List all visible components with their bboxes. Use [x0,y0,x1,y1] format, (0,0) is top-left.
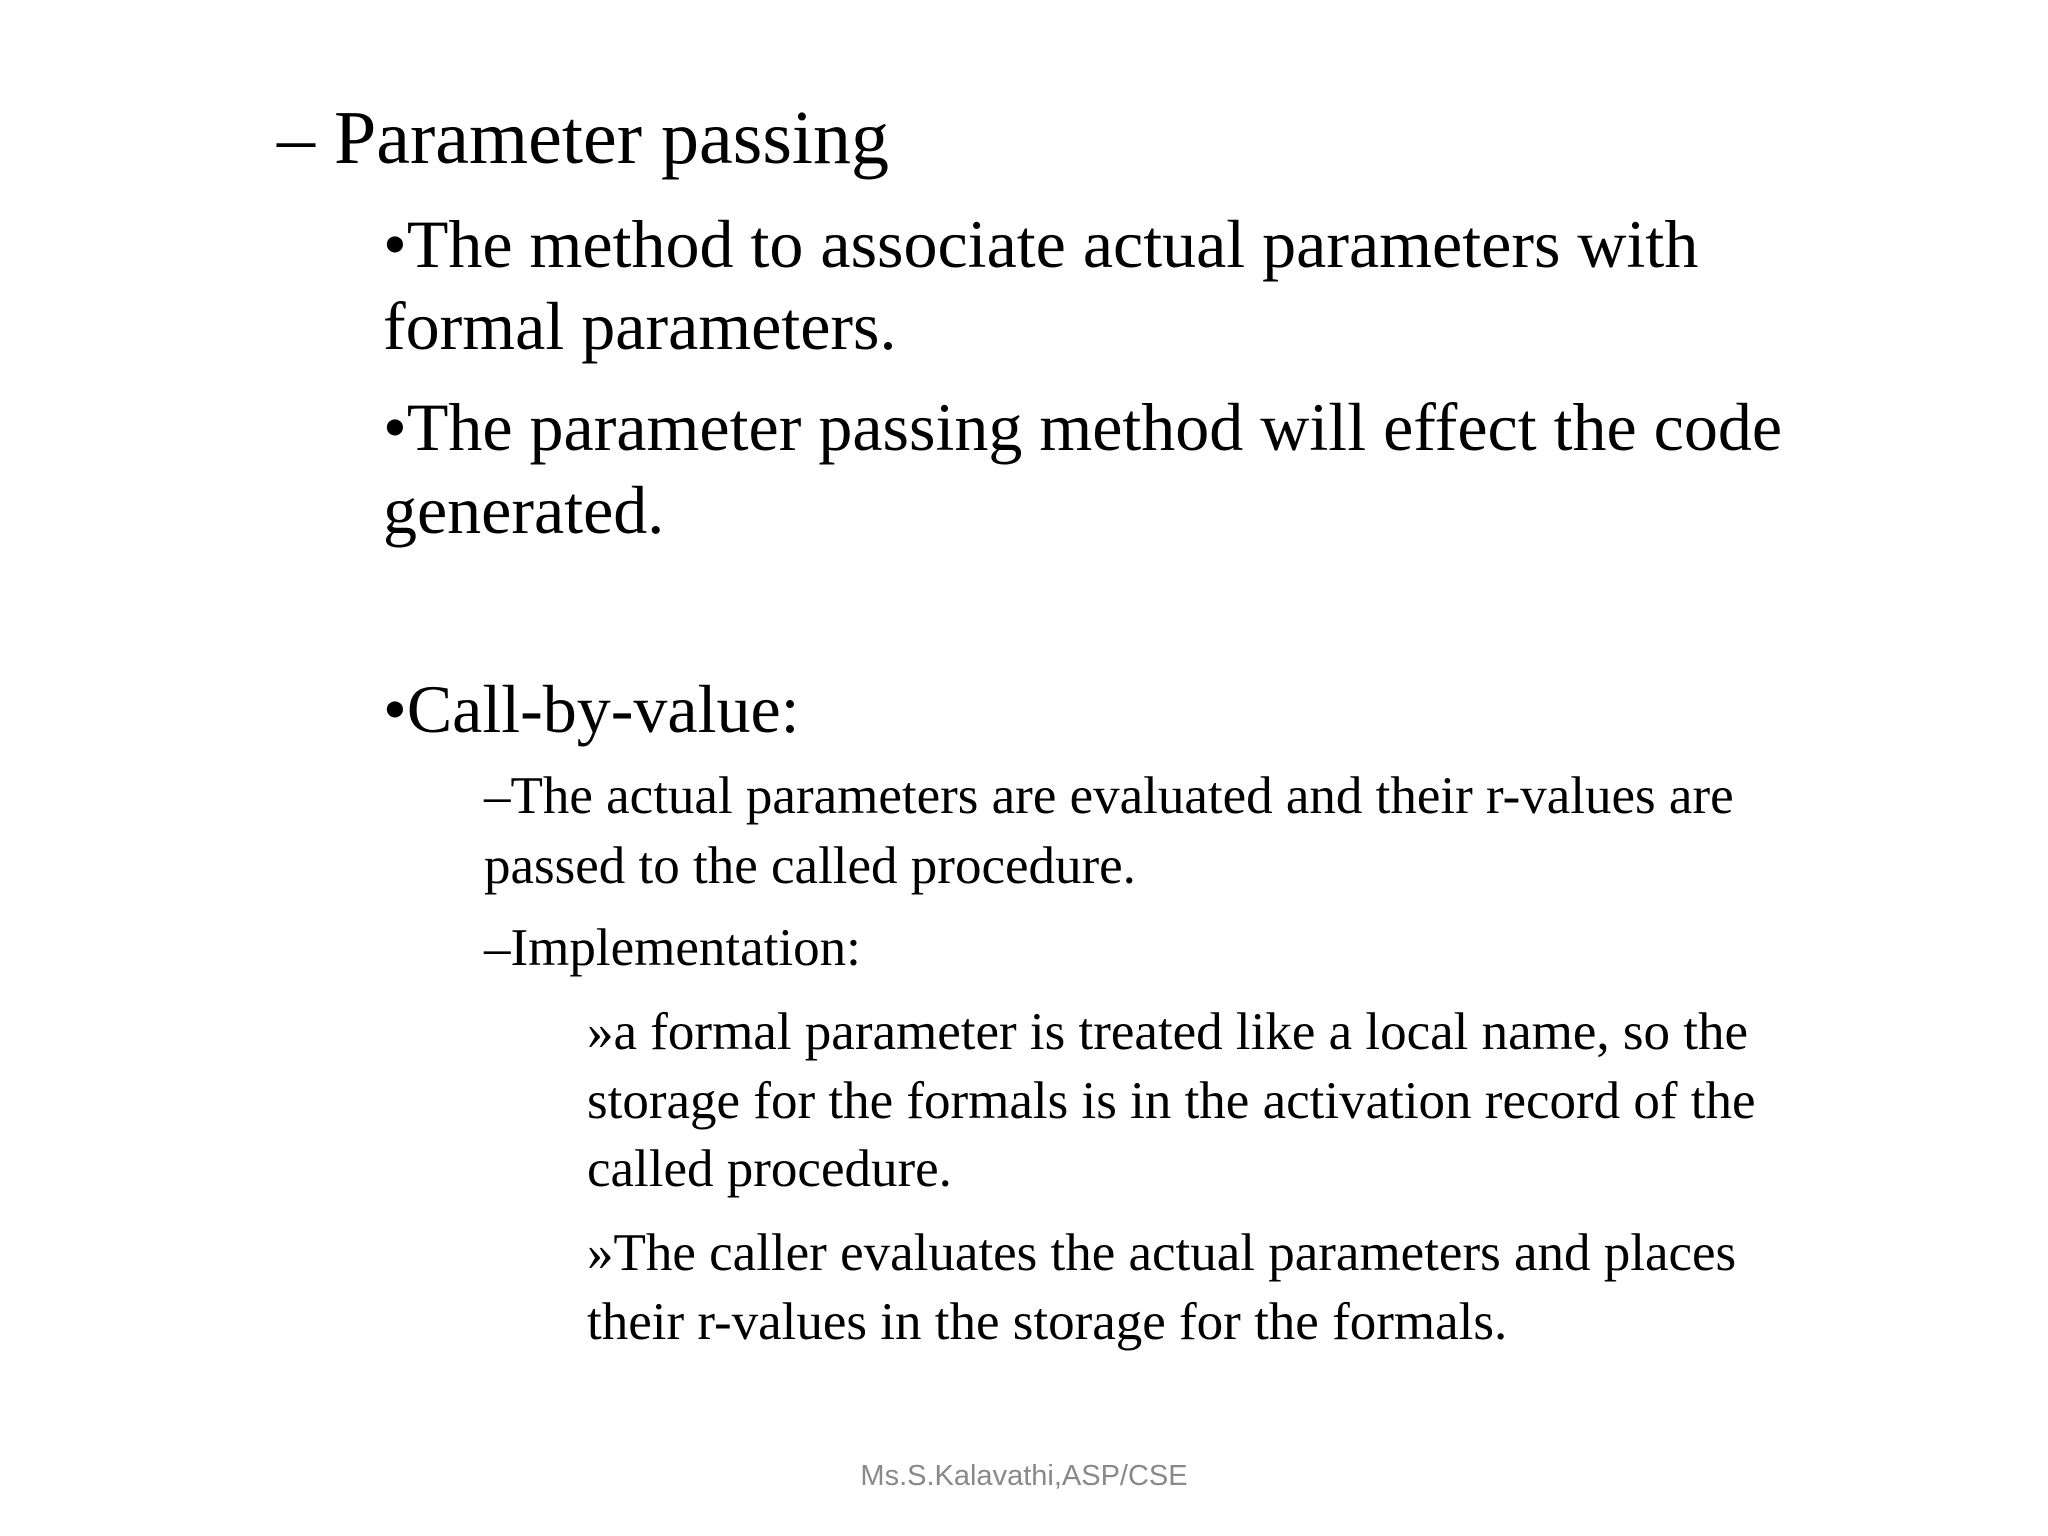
sub-item-1-line-2: passed to the called procedure. [484,837,1136,895]
bullet-item-2-line-2: generated. [383,472,665,548]
sub-sub-item-1-line-1 [587,1003,1749,1061]
sub-sub-item-text: The caller evaluates the actual parameters and places [613,1224,1737,1282]
sub-sub-item-2-line-2: their r-values in the storage for the formals. [587,1293,1508,1351]
chevron-marker: » [587,1224,614,1282]
bullet-item-1-line-2: formal parameters. [383,288,897,364]
sub-sub-item-1-line-3: called procedure. [587,1140,952,1198]
sub-sub-item-1-line-2: storage for the formals is in the activation record of the [587,1072,1756,1130]
bullet-marker: • [383,389,407,465]
bullet-marker: • [383,671,407,747]
sub-sub-item-text: a formal parameter is treated like a local name, so the [613,1003,1749,1061]
sub-item-text: Implementation: [510,919,861,977]
heading-text: Parameter passing [334,96,890,180]
bullet-marker: • [383,206,407,282]
dash-marker: – [484,767,511,825]
bullet-text: Call-by-value: [406,671,800,747]
sub-item-1-line-1 [484,767,1734,825]
bullet-text: The method to associate actual parameters with [406,206,1699,282]
slide-footer: Ms.S.Kalavathi,ASP/CSE [860,1460,1188,1492]
sub-sub-item-2-line-1 [587,1224,1737,1282]
dash-marker: – [484,919,511,977]
sub-item-text: The actual parameters are evaluated and their r-values are [510,767,1734,825]
heading-line [277,96,890,180]
bullet-item-3-line-1 [383,671,800,747]
bullet-text: The parameter passing method will effect the code [406,389,1783,465]
sub-item-2-line-1 [484,919,861,977]
chevron-marker: » [587,1003,614,1061]
bullet-item-2-line-1 [383,389,1783,465]
dash-marker: – [277,96,315,180]
bullet-item-1-line-1 [383,206,1699,282]
